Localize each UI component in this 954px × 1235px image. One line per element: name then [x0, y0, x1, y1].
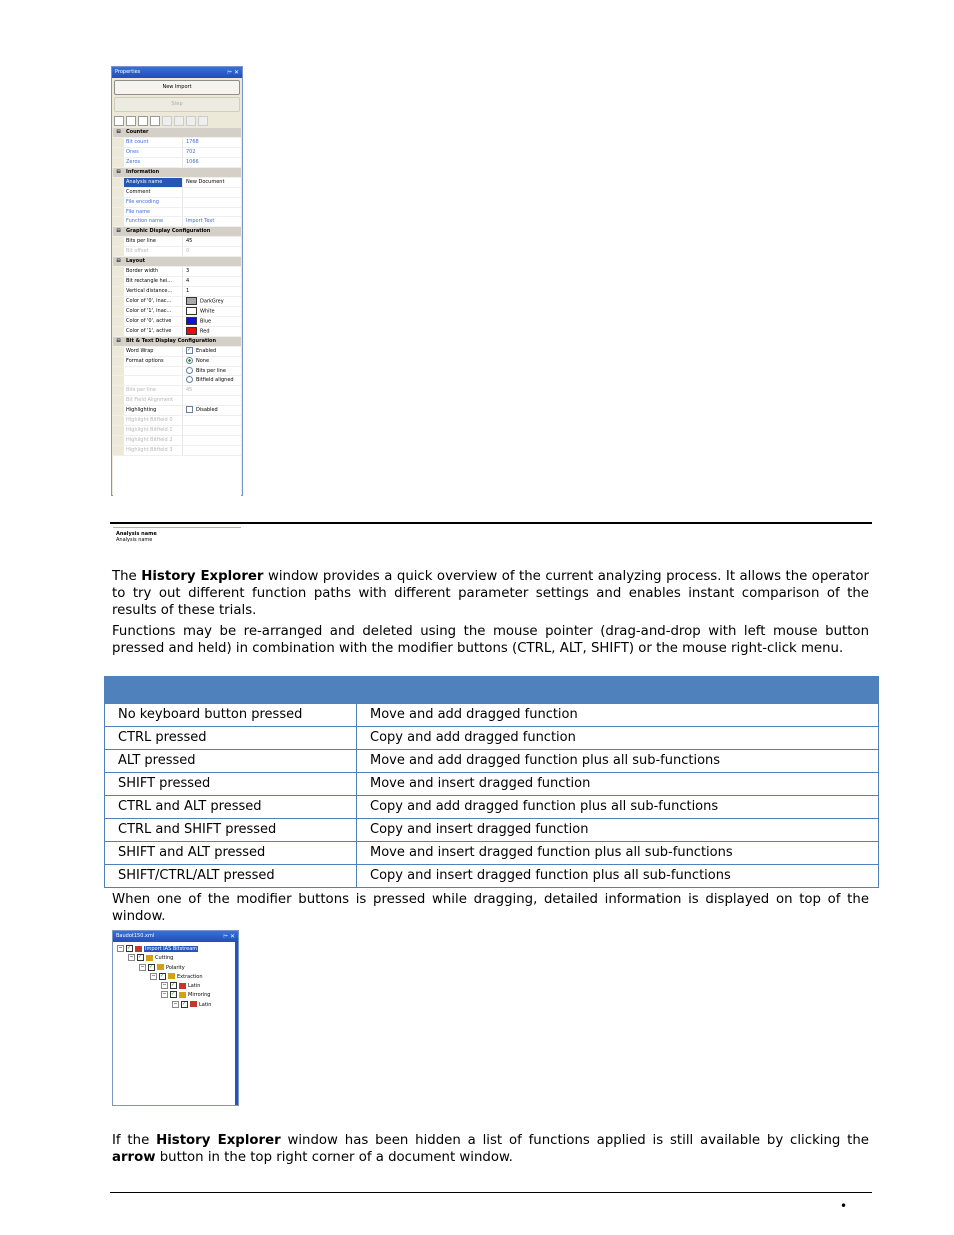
bold-history-explorer: History Explorer — [141, 569, 264, 584]
property-row[interactable] — [113, 386, 241, 396]
table-cell-keys: SHIFT pressed — [105, 773, 357, 796]
property-value-text: Bits per line — [196, 367, 226, 374]
alphabetical-icon[interactable] — [126, 116, 136, 126]
property-value[interactable] — [183, 287, 241, 296]
section-divider — [110, 522, 872, 524]
table-cell-action: Copy and add dragged function plus all sub-functions — [357, 796, 879, 819]
row-gutter — [113, 396, 124, 405]
tool-icon-3[interactable] — [186, 116, 196, 126]
property-name: Highlight Bitfield 0 — [124, 416, 183, 425]
property-name: Bit offset — [124, 247, 183, 256]
collapse-icon[interactable]: ⊟ — [113, 337, 124, 346]
property-name: Vertical distance... — [124, 287, 183, 296]
property-row[interactable] — [113, 357, 241, 367]
category-label: Layout — [126, 258, 146, 265]
tool-icon-4[interactable] — [198, 116, 208, 126]
tree-node-label: Mirroring — [188, 992, 211, 999]
function-icon — [135, 946, 142, 952]
property-value[interactable] — [183, 148, 241, 157]
checkbox-icon[interactable]: ✓ — [160, 972, 165, 979]
row-gutter — [113, 307, 124, 316]
property-name: File name — [124, 208, 183, 217]
property-name: Color of '1', active — [124, 327, 183, 336]
row-gutter — [113, 367, 124, 376]
property-value[interactable] — [183, 357, 241, 366]
tool-icon-2[interactable] — [174, 116, 184, 126]
graphic-view-icon[interactable] — [150, 116, 160, 126]
table-cell-keys: CTRL pressed — [105, 727, 357, 750]
row-gutter — [113, 188, 124, 197]
row-gutter — [113, 347, 124, 356]
table-cell-keys: SHIFT and ALT pressed — [105, 842, 357, 865]
description-text: Analysis name — [116, 537, 153, 543]
table-header-left — [105, 677, 357, 704]
property-value[interactable] — [183, 426, 241, 435]
property-value[interactable] — [183, 406, 241, 415]
paragraph-hidden-explorer: If the History Explorer window has been hidden a list of functions applied is still available by clicking the arrow button in the top right corner of a document window. — [112, 1133, 869, 1165]
property-value-text: 4 — [186, 278, 190, 285]
collapse-icon[interactable]: − — [140, 963, 145, 970]
radio-icon[interactable] — [186, 357, 193, 364]
row-gutter — [113, 436, 124, 445]
table-cell-action: Move and add dragged function — [357, 704, 879, 727]
table-row — [105, 727, 879, 750]
table-row — [105, 750, 879, 773]
tree-node-label: Latin — [188, 983, 201, 990]
property-category[interactable] — [113, 128, 241, 138]
property-value[interactable] — [183, 396, 241, 405]
table-row — [105, 819, 879, 842]
property-value-text: 45 — [186, 387, 193, 394]
tree-node[interactable] — [117, 964, 211, 973]
property-row[interactable] — [113, 208, 241, 218]
collapse-icon[interactable]: − — [151, 972, 156, 979]
function-tree — [117, 945, 211, 1010]
property-value-text: 3 — [186, 268, 190, 275]
property-value[interactable] — [183, 446, 241, 455]
paragraph-rearrange: Functions may be re-arranged and deleted using the mouse pointer (drag-and-drop with left mouse button pressed and held) in combination with the modifier buttons (CTRL, ALT, SHIFT) or the mouse right-click menu. — [112, 624, 869, 656]
property-name: Bit rectangle hei... — [124, 277, 183, 286]
checkbox-icon[interactable]: ✓ — [187, 346, 192, 353]
row-gutter — [113, 178, 124, 187]
history-title: Baudot150.xml — [116, 933, 155, 939]
category-label: Counter — [126, 129, 149, 135]
property-name: Color of '1', inac... — [124, 307, 183, 316]
collapse-icon[interactable]: − — [162, 982, 167, 989]
row-gutter — [113, 446, 124, 455]
property-row[interactable] — [113, 297, 241, 307]
function-icon — [168, 973, 175, 979]
footer-bullet: • — [840, 1199, 848, 1213]
property-grid — [113, 128, 241, 523]
history-explorer-window — [112, 930, 239, 1106]
property-value[interactable] — [183, 317, 241, 326]
property-name: Bits per line — [124, 237, 183, 246]
collapse-icon[interactable]: ⊟ — [113, 257, 124, 266]
color-swatch-icon — [186, 327, 197, 335]
pin-close-icons[interactable]: ⌲ ✕ — [223, 933, 235, 940]
property-row[interactable] — [113, 138, 241, 148]
tree-node-label: Polarity — [166, 964, 185, 971]
table-cell-action: Copy and add dragged function — [357, 727, 879, 750]
table-cell-keys: CTRL and ALT pressed — [105, 796, 357, 819]
property-category[interactable] — [113, 337, 241, 347]
row-gutter — [113, 317, 124, 326]
property-value-text: 702 — [186, 148, 196, 155]
property-row[interactable] — [113, 237, 241, 247]
property-value-text: 1066 — [186, 158, 199, 165]
property-row[interactable] — [113, 198, 241, 208]
property-category[interactable] — [113, 168, 241, 178]
property-row[interactable] — [113, 426, 241, 436]
function-icon — [179, 992, 186, 998]
property-value[interactable] — [183, 347, 241, 356]
new-import-button[interactable]: New Import — [114, 80, 240, 95]
property-name: Highlight Bitfield 2 — [124, 436, 183, 445]
row-gutter — [113, 287, 124, 296]
table-cell-action: Copy and insert dragged function — [357, 819, 879, 842]
property-row[interactable] — [113, 247, 241, 257]
property-value[interactable] — [183, 178, 241, 187]
property-name: Zeros — [124, 158, 183, 167]
property-row[interactable] — [113, 178, 241, 188]
row-gutter — [113, 376, 124, 385]
property-name: Bit Field Alignment — [124, 396, 183, 405]
property-value[interactable] — [183, 158, 241, 167]
checkbox-icon[interactable]: ✓ — [138, 954, 143, 961]
property-row[interactable] — [113, 406, 241, 416]
property-value-text: Import Text — [186, 218, 215, 225]
tree-node-label: Cutting — [155, 955, 174, 962]
property-value-text: 0 — [186, 248, 190, 255]
property-row[interactable] — [113, 158, 241, 168]
property-value[interactable] — [183, 416, 241, 425]
property-name: Word Wrap — [124, 347, 183, 356]
collapse-icon[interactable]: ⊟ — [113, 128, 124, 137]
property-row[interactable] — [113, 367, 241, 377]
bit-view-icon[interactable] — [138, 116, 148, 126]
property-row[interactable] — [113, 347, 241, 357]
property-category[interactable] — [113, 257, 241, 267]
checkbox-icon[interactable]: ✓ — [182, 1000, 187, 1007]
property-value-text: Bitfield aligned — [196, 377, 234, 384]
table-cell-keys: ALT pressed — [105, 750, 357, 773]
property-name: Function name — [124, 217, 183, 226]
color-swatch-icon — [186, 317, 197, 325]
property-value[interactable] — [183, 247, 241, 256]
table-row — [105, 842, 879, 865]
table-row — [105, 773, 879, 796]
function-icon — [157, 964, 164, 970]
window-border — [235, 942, 238, 1105]
property-row[interactable] — [113, 446, 241, 456]
table-cell-action: Move and insert dragged function plus all sub-functions — [357, 842, 879, 865]
checkbox-icon[interactable] — [186, 406, 193, 413]
property-name: Border width — [124, 267, 183, 276]
checkbox-icon[interactable]: ✓ — [171, 982, 176, 989]
function-icon — [146, 955, 153, 961]
checkbox-icon[interactable]: ✓ — [171, 991, 176, 998]
property-row[interactable] — [113, 217, 241, 227]
property-row[interactable] — [113, 327, 241, 337]
row-gutter — [113, 208, 124, 217]
row-gutter — [113, 277, 124, 286]
description-title: Analysis name — [116, 531, 157, 537]
property-value[interactable] — [183, 307, 241, 316]
property-value-text: Disabled — [196, 407, 218, 414]
property-value-text: New Document — [186, 178, 225, 185]
collapse-icon[interactable]: − — [129, 954, 134, 961]
step-button[interactable]: Step — [114, 97, 240, 112]
property-name: Analysis name — [124, 178, 183, 187]
tree-node[interactable] — [117, 982, 211, 991]
paragraph-history-explorer: The History Explorer window provides a quick overview of the current analyzing process. It allows the operator to try out different function paths with different parameter settings and enables instant comparison of the results of these trials. — [112, 569, 869, 618]
collapse-icon[interactable]: ⊟ — [113, 227, 124, 236]
tree-node-label: Extraction — [177, 973, 203, 980]
property-row[interactable] — [113, 317, 241, 327]
table-cell-keys: CTRL and SHIFT pressed — [105, 819, 357, 842]
checkbox-icon[interactable]: ✓ — [149, 963, 154, 970]
row-gutter — [113, 297, 124, 306]
table-row — [105, 865, 879, 888]
property-name: Bits per line — [124, 386, 183, 395]
property-row[interactable] — [113, 436, 241, 446]
table-row — [105, 704, 879, 727]
color-swatch-icon — [186, 297, 197, 305]
tree-node-label: Latin — [199, 1001, 212, 1008]
checkbox-icon[interactable]: ✓ — [127, 945, 132, 951]
property-value[interactable] — [183, 198, 241, 207]
property-value[interactable] — [183, 208, 241, 217]
tree-node-label: Import IAS Bitstream — [145, 946, 198, 952]
property-row[interactable] — [113, 188, 241, 198]
property-row[interactable] — [113, 396, 241, 406]
property-row[interactable] — [113, 267, 241, 277]
properties-toolbar — [114, 114, 240, 127]
table-cell-action: Copy and insert dragged function plus all sub-functions — [357, 865, 879, 888]
properties-title: Properties — [115, 69, 141, 75]
property-row[interactable] — [113, 307, 241, 317]
row-gutter — [113, 406, 124, 415]
row-gutter — [113, 247, 124, 256]
tree-node[interactable] — [117, 945, 211, 954]
property-value-text: None — [196, 357, 210, 364]
row-gutter — [113, 148, 124, 157]
property-value[interactable] — [183, 138, 241, 147]
table-header-row — [105, 677, 879, 704]
property-value-text: White — [200, 308, 215, 315]
table-cell-keys: No keyboard button pressed — [105, 704, 357, 727]
collapse-icon[interactable]: − — [162, 991, 167, 998]
table-cell-action: Move and add dragged function plus all sub-functions — [357, 750, 879, 773]
pin-close-icons[interactable]: ⌲ ✕ — [227, 69, 239, 76]
table-cell-action: Move and insert dragged function — [357, 773, 879, 796]
property-value[interactable] — [183, 436, 241, 445]
row-gutter — [113, 217, 124, 226]
paragraph-modifier-info: When one of the modifier buttons is pressed while dragging, detailed information is displayed on top of the window. — [112, 892, 869, 924]
property-value-text: 45 — [186, 238, 193, 245]
property-value[interactable] — [183, 376, 241, 385]
property-value[interactable] — [183, 367, 241, 376]
modifier-table — [104, 676, 879, 888]
property-row[interactable] — [113, 277, 241, 287]
row-gutter — [113, 426, 124, 435]
category-label: Graphic Display Configuration — [126, 228, 211, 235]
property-value[interactable] — [183, 277, 241, 286]
color-swatch-icon — [186, 307, 197, 315]
property-name: Bit count — [124, 138, 183, 147]
row-gutter — [113, 386, 124, 395]
property-value-text: DarkGrey — [200, 298, 224, 305]
categorized-icon[interactable] — [114, 116, 124, 126]
property-name: Color of '0', active — [124, 317, 183, 326]
property-value[interactable] — [183, 267, 241, 276]
property-name: Format options — [124, 357, 183, 366]
property-value-text: Blue — [200, 318, 212, 325]
category-label: Information — [126, 168, 160, 175]
property-name: Comment — [124, 188, 183, 197]
property-value[interactable] — [183, 217, 241, 226]
property-category[interactable] — [113, 227, 241, 237]
category-label: Bit & Text Display Configuration — [126, 337, 217, 344]
properties-titlebar — [112, 67, 242, 78]
property-row[interactable] — [113, 148, 241, 158]
tree-node[interactable] — [117, 1001, 211, 1010]
property-value-text: Enabled — [196, 347, 217, 354]
radio-icon[interactable] — [186, 367, 193, 374]
collapse-icon[interactable]: − — [118, 945, 123, 951]
property-row[interactable] — [113, 416, 241, 426]
tree-node[interactable] — [117, 991, 211, 1000]
row-gutter — [113, 357, 124, 366]
footer-divider — [110, 1192, 872, 1193]
property-value[interactable] — [183, 188, 241, 197]
property-name: File encoding — [124, 198, 183, 207]
property-name: Highlight Bitfield 3 — [124, 446, 183, 455]
history-titlebar — [113, 931, 238, 942]
property-value-text: 1768 — [186, 138, 199, 145]
radio-icon[interactable] — [186, 376, 193, 383]
description-area — [113, 527, 241, 557]
property-value[interactable] — [183, 297, 241, 306]
row-gutter — [113, 158, 124, 167]
table-header-right — [357, 677, 879, 704]
row-gutter — [113, 198, 124, 207]
function-icon — [190, 1001, 197, 1007]
row-gutter — [113, 416, 124, 425]
tool-icon-1[interactable] — [162, 116, 172, 126]
property-value-text: Red — [200, 328, 210, 335]
property-row[interactable] — [113, 376, 241, 386]
row-gutter — [113, 267, 124, 276]
table-row — [105, 796, 879, 819]
function-icon — [179, 983, 186, 989]
property-value[interactable] — [183, 237, 241, 246]
property-name — [124, 376, 183, 385]
property-value-text: 1 — [186, 288, 190, 294]
row-gutter — [113, 237, 124, 246]
property-name: Ones — [124, 148, 183, 157]
row-gutter — [113, 138, 124, 147]
property-value[interactable] — [183, 386, 241, 395]
bold-arrow: arrow — [112, 1150, 156, 1165]
collapse-icon[interactable]: − — [173, 1000, 178, 1007]
table-cell-keys: SHIFT/CTRL/ALT pressed — [105, 865, 357, 888]
tree-node[interactable] — [117, 954, 211, 963]
property-name: Highlighting — [124, 406, 183, 415]
tree-node[interactable] — [117, 973, 211, 982]
property-row[interactable] — [113, 287, 241, 297]
property-value[interactable] — [183, 327, 241, 336]
row-gutter — [113, 327, 124, 336]
collapse-icon[interactable]: ⊟ — [113, 168, 124, 177]
properties-panel — [111, 66, 243, 543]
property-name — [124, 367, 183, 376]
property-name: Highlight Bitfield 1 — [124, 426, 183, 435]
property-name: Color of '0', inac... — [124, 297, 183, 306]
